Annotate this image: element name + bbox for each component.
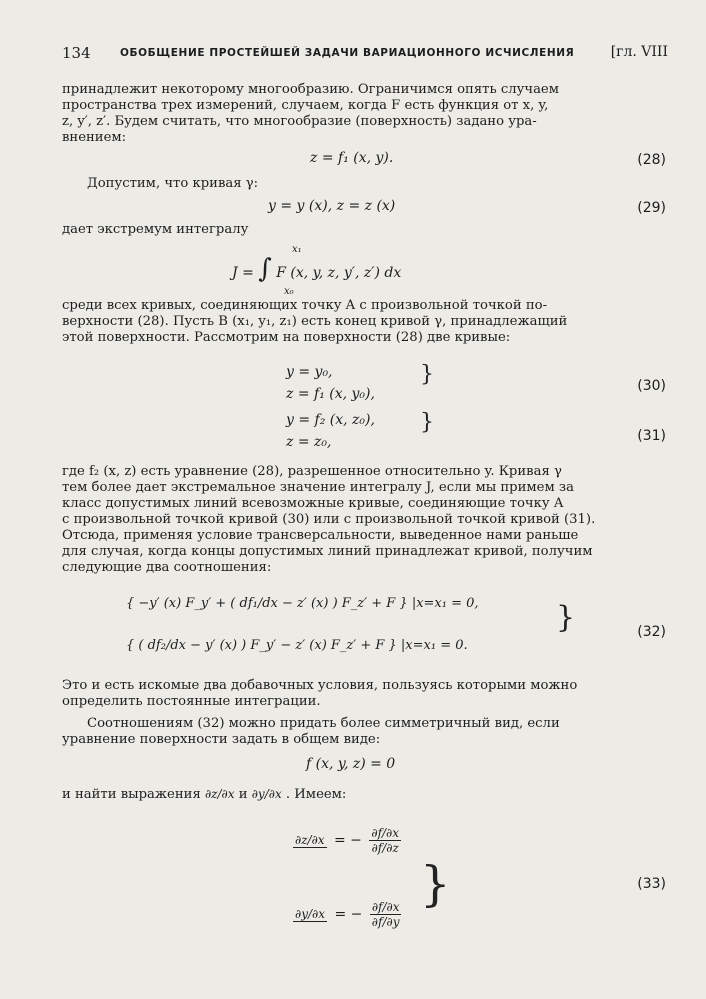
equation-number-33: (33) <box>637 876 666 892</box>
text-line: принадлежит некоторому многообразию. Ограничимся опять случаем <box>62 82 559 97</box>
running-title: ОБОБЩЕНИЕ ПРОСТЕЙШЕЙ ЗАДАЧИ ВАРИАЦИОННОГО ИСЧИСЛЕНИЯ <box>120 47 575 59</box>
text-before: и найти выражения <box>62 787 201 802</box>
text-line: этой поверхности. Рассмотрим на поверхности (28) две кривые: <box>62 330 511 345</box>
page-number: 134 <box>62 44 91 62</box>
equation-32-line2: { ( df₂/dx − y′ (x) ) F_y′ − z′ (x) F_z′ + F } |x=x₁ = 0. <box>126 638 468 653</box>
paragraph-5 <box>62 464 670 576</box>
text-line: определить постоянные интеграции. <box>62 694 321 709</box>
equation-30-line2: z = f₁ (x, y₀), <box>286 386 375 402</box>
paragraph-1 <box>62 82 670 146</box>
text-line: внением: <box>62 130 127 145</box>
fraction-denominator: ∂f/∂z <box>371 841 399 855</box>
integral-body: F (x, y, z, y′, z′) dx <box>276 265 402 281</box>
chapter-ref: [гл. VIII <box>610 44 668 60</box>
fraction <box>369 826 401 855</box>
equation-31-line1: y = f₂ (x, z₀), <box>286 412 375 428</box>
equation-28: z = f₁ (x, y). <box>310 150 394 166</box>
integral-equation <box>232 254 401 284</box>
fraction <box>293 907 327 922</box>
fraction-denominator: ∂f/∂y <box>371 915 400 929</box>
text-line: класс допустимых линий всевозможные кривые, соединяющие точку A <box>62 496 564 511</box>
fraction-numerator: ∂f/∂x <box>371 900 400 914</box>
text-line: с произвольной точкой кривой (30) или с произвольной точкой кривой (31). <box>62 512 596 527</box>
fraction-lhs: ∂z/∂x <box>295 833 325 847</box>
equation-32-brace: } <box>556 600 576 635</box>
equation-number-32: (32) <box>637 624 666 640</box>
equation-30-brace: } <box>420 362 434 387</box>
fraction <box>293 833 327 848</box>
fraction-numerator: ∂f/∂x <box>371 826 400 840</box>
text-and: и <box>238 787 248 802</box>
fraction-dy-dx: ∂y/∂x <box>251 787 282 801</box>
equation-number-28: (28) <box>637 152 666 168</box>
text-line: тем более дает экстремальное значение интегралу J, если мы примем за <box>62 480 574 495</box>
paragraph-7 <box>62 716 670 748</box>
integral-lhs: J = <box>232 265 254 281</box>
integral-sign: ∫ <box>258 254 272 284</box>
paragraph-4 <box>62 298 670 346</box>
text-line: уравнение поверхности задать в общем виде: <box>62 732 381 747</box>
integral-lower-limit: x₀ <box>284 286 294 297</box>
equation-29: y = y (x), z = z (x) <box>268 198 396 214</box>
text-line: следующие два соотношения: <box>62 560 272 575</box>
equation-31-brace: } <box>420 410 434 435</box>
equation-number-31: (31) <box>637 428 666 444</box>
equation-number-30: (30) <box>637 378 666 394</box>
text-line: Это и есть искомые два добавочных условия, пользуясь которыми можно <box>62 678 578 693</box>
integral-upper-limit: x₁ <box>292 244 302 255</box>
text-line: для случая, когда концы допустимых линий принадлежат кривой, получим <box>62 544 593 559</box>
equation-33-brace: } <box>420 856 451 912</box>
paragraph-3: дает экстремум интегралу <box>62 222 249 237</box>
text-after: . Имеем: <box>285 787 347 802</box>
text-line: z, y′, z′. Будем считать, что многообразие (поверхность) задано ура- <box>62 114 537 129</box>
text-line: пространства трех измерений, случаем, когда F есть функция от x, y, <box>62 98 549 113</box>
text-line: среди всех кривых, соединяющих точку A с произвольной точкой по- <box>62 298 548 313</box>
text-line: Отсюда, применяя условие трансверсальности, выведенное нами раньше <box>62 528 579 543</box>
fraction-lhs: ∂y/∂x <box>295 907 325 921</box>
equation-31-line2: z = z₀, <box>286 434 332 450</box>
equation-number-29: (29) <box>637 200 666 216</box>
fraction <box>370 900 402 929</box>
paragraph-6 <box>62 678 670 710</box>
paragraph-2: Допустим, что кривая γ: <box>87 176 259 191</box>
equation-33-line2: ∂y/∂x = − $\frac{\partial f/\partial x}{\partial f/\partial y}$ <box>295 900 400 929</box>
equation-general: f (x, y, z) = 0 <box>306 756 396 772</box>
equation-30-line1: y = y₀, <box>286 364 333 380</box>
equation-32-line1: { −y′ (x) F_y′ + ( df₁/dx − z′ (x) ) F_z′ + F } |x=x₁ = 0, <box>126 596 479 611</box>
text-line: Соотношениям (32) можно придать более симметричный вид, если <box>87 716 560 731</box>
paragraph-8 <box>62 786 670 803</box>
equation-33-line1: ∂z/∂x = − $\frac{\partial f/\partial x}{\partial f/\partial z}$ <box>295 826 400 855</box>
running-header <box>62 44 668 66</box>
text-line: где f₂ (x, z) есть уравнение (28), разрешенное относительно y. Кривая γ <box>62 464 562 479</box>
fraction-dz-dx: ∂z/∂x <box>204 787 235 801</box>
text-line: верхности (28). Пусть B (x₁, y₁, z₁) есть конец кривой γ, принадлежащий <box>62 314 568 329</box>
